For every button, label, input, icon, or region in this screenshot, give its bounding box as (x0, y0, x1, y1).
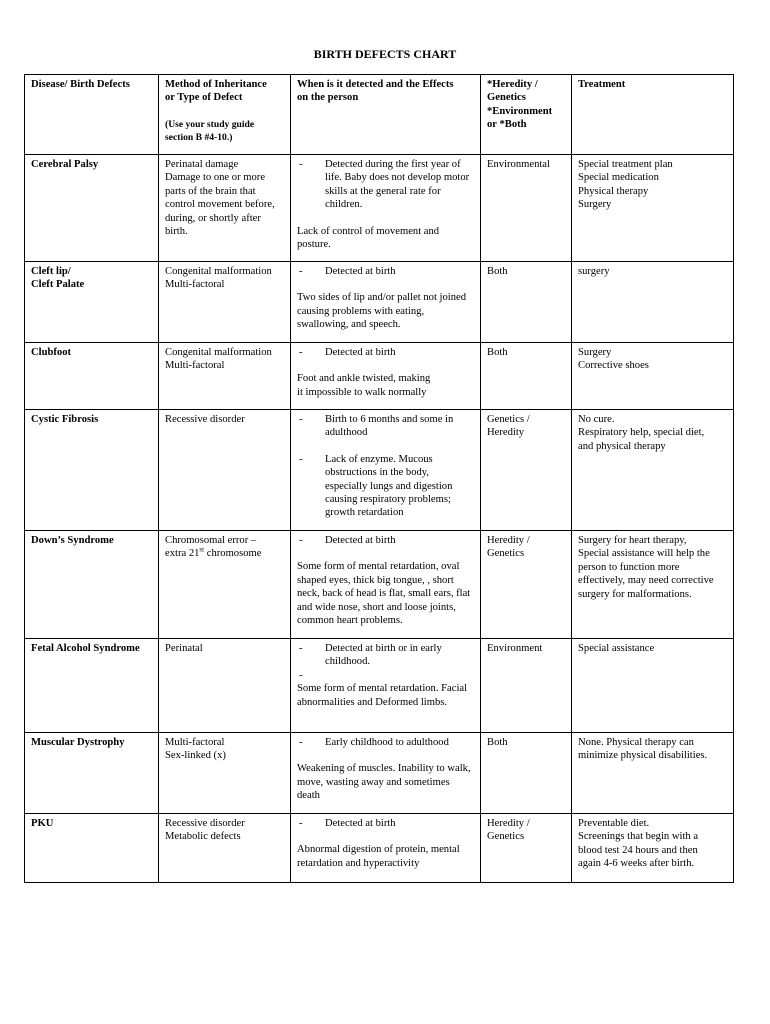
detection-text: Detected at birth (325, 347, 396, 358)
detection-text: Birth to 6 months and some in adulthood (325, 414, 454, 439)
inheritance-method: Congenital malformation Multi-factoral (159, 343, 291, 410)
detection-effects (291, 343, 481, 410)
heredity-value: Heredity / Genetics (481, 814, 572, 883)
bullet-dash: - (299, 737, 303, 748)
inheritance-method: Perinatal (159, 639, 291, 733)
disease-name: Muscular Dystrophy (25, 733, 159, 814)
disease-name: Cerebral Palsy (25, 155, 159, 262)
detection-text: Detected at birth (325, 818, 396, 829)
bullet-dash: - (299, 347, 303, 358)
effects-text: Two sides of lip and/or pallet not joined causing problems with eating, swallowing, and speech. (297, 292, 467, 331)
treatment-text: Special treatment plan Special medication Physical therapy Surgery (572, 155, 734, 262)
header-method (159, 75, 291, 155)
bullet-dash: - (299, 535, 303, 546)
detection-effects (291, 531, 481, 639)
table-row (25, 733, 734, 814)
table-row (25, 531, 734, 639)
disease-name: Fetal Alcohol Syndrome (25, 639, 159, 733)
disease-name: Cleft lip/ Cleft Palate (25, 262, 159, 343)
table-row (25, 639, 734, 733)
inheritance-method: Multi-factoral Sex-linked (x) (159, 733, 291, 814)
effects-text: Weakening of muscles. Inability to walk, move, wasting away and sometimes death (297, 763, 471, 802)
heredity-value: Heredity / Genetics (481, 531, 572, 639)
heredity-value: Genetics / Heredity (481, 410, 572, 531)
treatment-text: surgery (572, 262, 734, 343)
birth-defects-table (24, 74, 734, 883)
bullet-dash: - (299, 453, 303, 465)
disease-name: PKU (25, 814, 159, 883)
disease-name: Clubfoot (25, 343, 159, 410)
treatment-text: Special assistance (572, 639, 734, 733)
table-row (25, 155, 734, 262)
treatment-text: No cure. Respiratory help, special diet, and physical therapy (572, 410, 734, 531)
inheritance-method: Congenital malformation Multi-factoral (159, 262, 291, 343)
heredity-value: Both (481, 262, 572, 343)
disease-name: Down’s Syndrome (25, 531, 159, 639)
bullet-dash: - (299, 643, 303, 654)
detection-text: Early childhood to adulthood (325, 737, 449, 748)
bullet-dash: - (299, 414, 303, 425)
effects-text: Lack of control of movement and posture. (297, 225, 440, 251)
inheritance-method: Perinatal damage Damage to one or more parts of the brain that control movement before, during, or shortly after birth. (159, 155, 291, 262)
detection-effects (291, 155, 481, 262)
effects-text: Some form of mental retardation, oval shaped eyes, thick big tongue, , short neck, back of head is flat, small ears, flat and wide nose, short and loose joints, common heart problems. (297, 561, 471, 627)
page-title: BIRTH DEFECTS CHART (313, 47, 457, 61)
table-row (25, 343, 734, 410)
ordinal-suffix: st (199, 545, 205, 554)
heredity-value: Both (481, 343, 572, 410)
detection-text: Detected at birth or in early childhood. (325, 643, 442, 668)
inheritance-method: Recessive disorder (159, 410, 291, 531)
bullet-dash: - (299, 266, 303, 277)
detection-text: Detected at birth (325, 535, 396, 546)
detection-effects (291, 262, 481, 343)
bullet-dash: - (299, 818, 303, 829)
table-row (25, 814, 734, 883)
bullet-dash: - (299, 159, 303, 170)
heredity-value: Environmental (481, 155, 572, 262)
heredity-value: Environment (481, 639, 572, 733)
detection-effects (291, 639, 481, 733)
header-treatment: Treatment (572, 75, 734, 155)
bullet-dash: - (299, 669, 303, 681)
header-method-note: (Use your study guide section B #4-10.) (165, 118, 255, 144)
table-row (25, 410, 734, 531)
effects-text: Abnormal digestion of protein, mental retardation and hyperactivity (297, 844, 460, 869)
header-method-label: Method of Inheritance or Type of Defect (165, 79, 267, 104)
inheritance-method-text: Chromosomal error – extra 21 (165, 535, 257, 560)
disease-name: Cystic Fibrosis (25, 410, 159, 531)
treatment-text: Surgery Corrective shoes (572, 343, 734, 410)
inheritance-method: Recessive disorder Metabolic defects (159, 814, 291, 883)
inheritance-method (159, 531, 291, 639)
treatment-text: None. Physical therapy can minimize physical disabilities. (572, 733, 734, 814)
detection-effects (291, 733, 481, 814)
treatment-text: Preventable diet. Screenings that begin with a blood test 24 hours and then again 4-6 weeks after birth. (572, 814, 734, 883)
detection-effects (291, 410, 481, 531)
effects-text: Some form of mental retardation. Facial abnormalities and Deformed limbs. (297, 683, 468, 708)
effects-text: Foot and ankle twisted, making it impossible to walk normally (297, 373, 431, 398)
detection-effects (291, 814, 481, 883)
inheritance-method-text-end: chromosome (204, 548, 262, 560)
heredity-value: Both (481, 733, 572, 814)
effects-text: Lack of enzyme. Mucous obstructions in the body, especially lungs and digestion causing respiratory problems; growth retardation (325, 453, 453, 519)
table-header-row (25, 75, 734, 155)
detection-text: Detected during the first year of life. Baby does not develop motor skills at the general rate for children. (325, 159, 470, 211)
header-detected: When is it detected and the Effects on the person (291, 75, 481, 155)
header-heredity: *Heredity / Genetics *Environment or *Both (481, 75, 572, 155)
header-disease: Disease/ Birth Defects (25, 75, 159, 155)
detection-text: Detected at birth (325, 266, 396, 277)
treatment-text: Surgery for heart therapy, Special assistance will help the person to function more effectively, may need corrective surgery for malformations. (572, 531, 734, 639)
table-row (25, 262, 734, 343)
